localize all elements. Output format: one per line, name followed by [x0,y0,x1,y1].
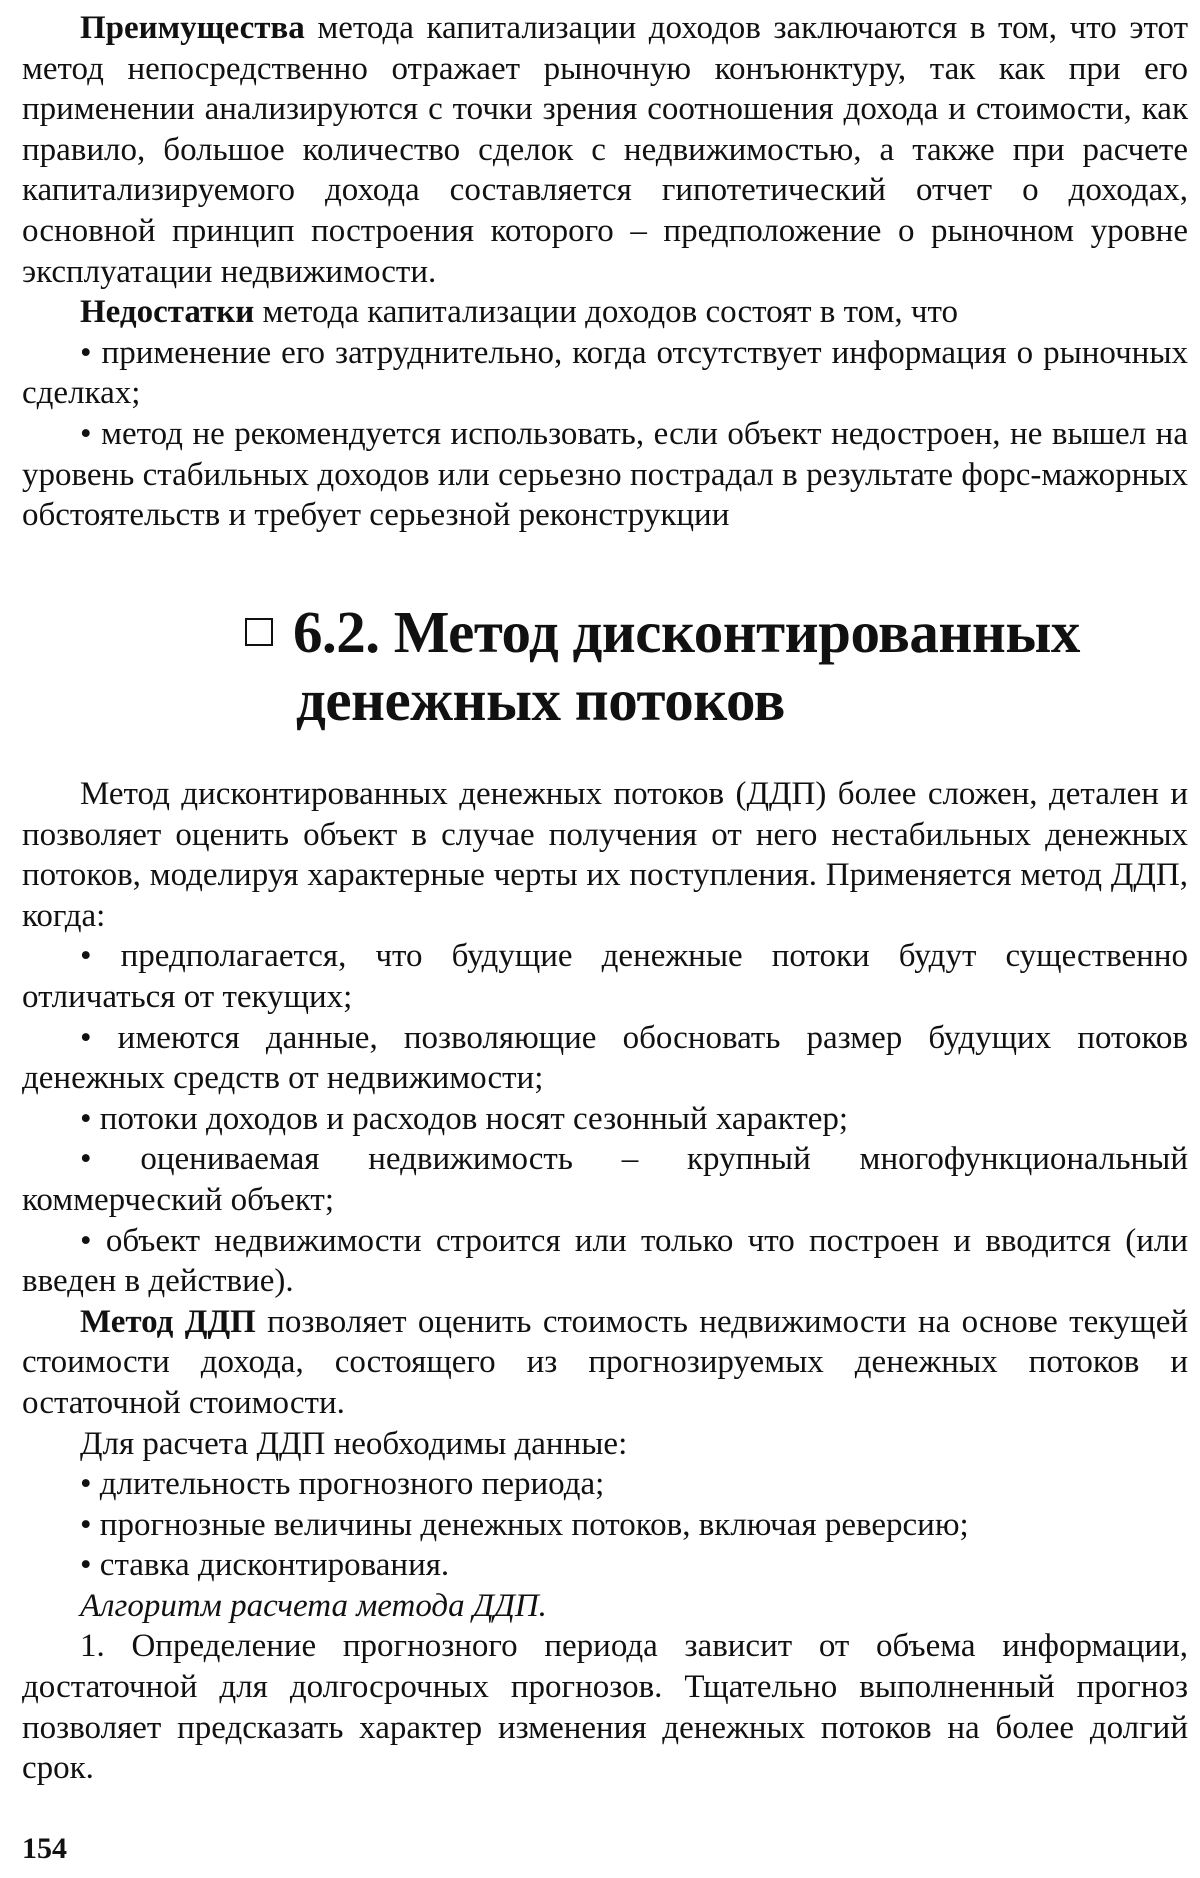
advantages-paragraph [22,8,1188,292]
section-title-line1: 6.2. Метод дисконтированных [293,599,1080,665]
disadvantages-paragraph [22,292,1188,333]
when-item: • оцениваемая недвижимость – крупный многофункциональный коммерческий объект; [22,1141,1188,1218]
required-data-item: • ставка дисконтирования. [80,1547,450,1584]
when-item: • имеются данные, позволяющие обосновать размер будущих потоков денежных средств от недвижимости; [22,1019,1188,1097]
checkbox-square-icon [245,618,273,646]
section-body [22,774,1188,1789]
disadvantages-term: Недостатки [80,294,255,331]
disadvantage-item: • применение его затруднительно, когда отсутствует информация о рыночных сделках; [22,334,1188,412]
required-data-item: • длительность прогнозного периода; [80,1466,605,1503]
when-item: • потоки доходов и расходов носят сезонный характер; [80,1100,849,1137]
dcf-method-term: Метод ДДП [80,1303,256,1340]
section-heading [245,598,1145,734]
required-data-paragraph: Для расчета ДДП необходимы данные: [80,1425,628,1462]
advantages-term: Преимущества [80,10,305,46]
page-number: 154 [22,1832,67,1865]
algorithm-title: Алгоритм расчета метода ДДП. [80,1587,547,1624]
dcf-intro-paragraph: Метод дисконтированных денежных потоков (ДДП) более сложен, детален и позволяет оценить объект в случае получения от него нестабильных денежных потоков, моделируя характерные черты их поступления. Применяется метод ДДП, когда: [22,776,1188,934]
dcf-method-paragraph [22,1302,1188,1424]
disadvantages-text: метода капитализации доходов состоят в том, что [254,294,958,331]
algorithm-step-1: 1. Определение прогнозного периода зависит от объема информации, достаточной для долгосрочных прогнозов. Тщательно выполненный прогноз позволяет предсказать характер изменения денежных потоков на более долгий срок. [22,1628,1188,1787]
section-title-line2: денежных потоков [296,667,785,733]
disadvantage-item: • метод не рекомендуется использовать, если объект недостроен, не вышел на уровень стабильных доходов или серьезно пострадал в результате форс-мажорных обстоятельств и требует серьезной реконструкции [22,415,1188,534]
when-item: • объект недвижимости строится или только что построен и вводится (или введен в действие). [22,1222,1188,1300]
required-data-item: • прогнозные величины денежных потоков, включая реверсию; [80,1506,969,1543]
advantages-text: метода капитализации доходов заключаются в том, что этот метод непосредственно отражает рыночную конъюнктуру, так как при его применении анализируются с точки зрения соотношения дохода и стоимости, как правило, большое количество сделок с недвижимостью, а также при расчете капитализируемого дохода составляется гипотетический отчет о доходах, основной принцип построения которого – предположение о рыночном уровне эксплуатации недвижимости. [22,10,1188,290]
when-item: • предполагается, что будущие денежные потоки будут существенно отличаться от текущих; [22,938,1188,1015]
dcf-method-text: позволяет оценить стоимость недвижимости на основе текущей стоимости дохода, состоящего из прогнозируемых денежных потоков и остаточной стоимости. [22,1303,1188,1421]
